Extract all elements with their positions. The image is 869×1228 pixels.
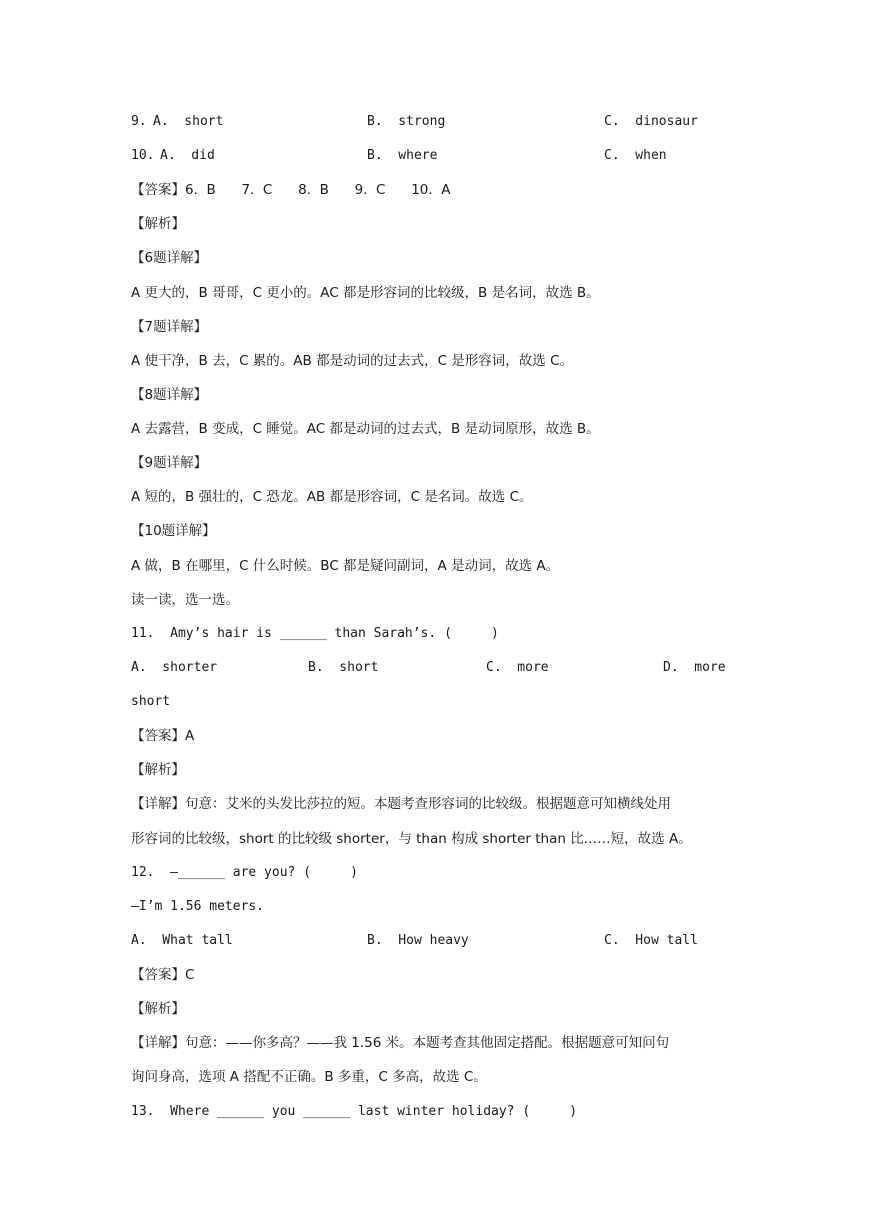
q12-option-b: B. How heavy xyxy=(367,933,469,948)
q11-stem: 11. Amy’s hair is ______ than Sarah’s. ( ) xyxy=(131,626,499,641)
detail-10-text: A 做，B 在哪里，C 什么时候。BC 都是疑问副词，A 是动词，故选 A。 xyxy=(131,558,560,574)
q12-option-a: A. What tall xyxy=(131,933,233,948)
q10-option-c: C. when xyxy=(604,148,667,163)
detail-8-title: 【8题详解】 xyxy=(131,387,208,403)
q12-option-c: C. How tall xyxy=(604,933,698,948)
q11-option-a: A. shorter xyxy=(131,660,218,675)
q9-option-a: A. short xyxy=(153,114,224,129)
detail-8-text: A 去露营，B 变成，C 睡觉。AC 都是动词的过去式，B 是动词原形，故选 B。 xyxy=(131,421,600,437)
detail-7-title: 【7题详解】 xyxy=(131,319,208,335)
q13-stem: 13. Where ______ you ______ last winter holiday? ( ) xyxy=(131,1104,578,1119)
q9-option-b: B. strong xyxy=(367,114,446,129)
q9-option-c: C. dinosaur xyxy=(604,114,698,129)
section-heading: 读一读，选一选。 xyxy=(131,592,239,608)
q12-detail-line-2: 询问身高，选项 A 搭配不正确。B 多重，C 多高，故选 C。 xyxy=(131,1069,487,1085)
q12-detail-line-1: 【详解】句意：——你多高？——我 1.56 米。本题考查其他固定搭配。根据题意可知问句 xyxy=(131,1035,670,1051)
q11-analysis: 【解析】 xyxy=(131,762,185,778)
q9-number: 9. xyxy=(131,114,147,129)
q10-option-b: B. where xyxy=(367,148,438,163)
q11-option-d-continued: short xyxy=(131,694,171,709)
q12-reply: —I’m 1.56 meters. xyxy=(131,899,265,914)
detail-9-text: A 短的，B 强壮的，C 恐龙。AB 都是形容词，C 是名词。故选 C。 xyxy=(131,489,533,505)
q11-option-c: C. more xyxy=(486,660,549,675)
analysis-heading: 【解析】 xyxy=(131,216,185,232)
q11-answer: 【答案】A xyxy=(131,728,195,744)
q12-answer: 【答案】C xyxy=(131,967,195,983)
q12-stem: 12. —______ are you? ( ) xyxy=(131,865,358,880)
q10-option-a: A. did xyxy=(160,148,215,163)
detail-6-title: 【6题详解】 xyxy=(131,250,208,266)
detail-7-text: A 使干净，B 去，C 累的。AB 都是动词的过去式，C 是形容词，故选 C。 xyxy=(131,353,574,369)
q11-option-d: D. more xyxy=(663,660,726,675)
detail-10-title: 【10题详解】 xyxy=(131,523,216,539)
detail-9-title: 【9题详解】 xyxy=(131,455,208,471)
q11-option-b: B. short xyxy=(308,660,379,675)
q10-number: 10. xyxy=(131,148,155,163)
q11-detail-line-2: 形容词的比较级，short 的比较级 shorter，与 than 构成 shorter than 比……短，故选 A。 xyxy=(131,831,692,847)
answer-6-10: 【答案】6. B 7. C 8. B 9. C 10. A xyxy=(131,182,451,198)
detail-6-text: A 更大的，B 哥哥，C 更小的。AC 都是形容词的比较级，B 是名词，故选 B。 xyxy=(131,285,600,301)
q11-detail-line-1: 【详解】句意：艾米的头发比莎拉的短。本题考查形容词的比较级。根据题意可知横线处用 xyxy=(131,796,671,812)
q12-analysis: 【解析】 xyxy=(131,1001,185,1017)
